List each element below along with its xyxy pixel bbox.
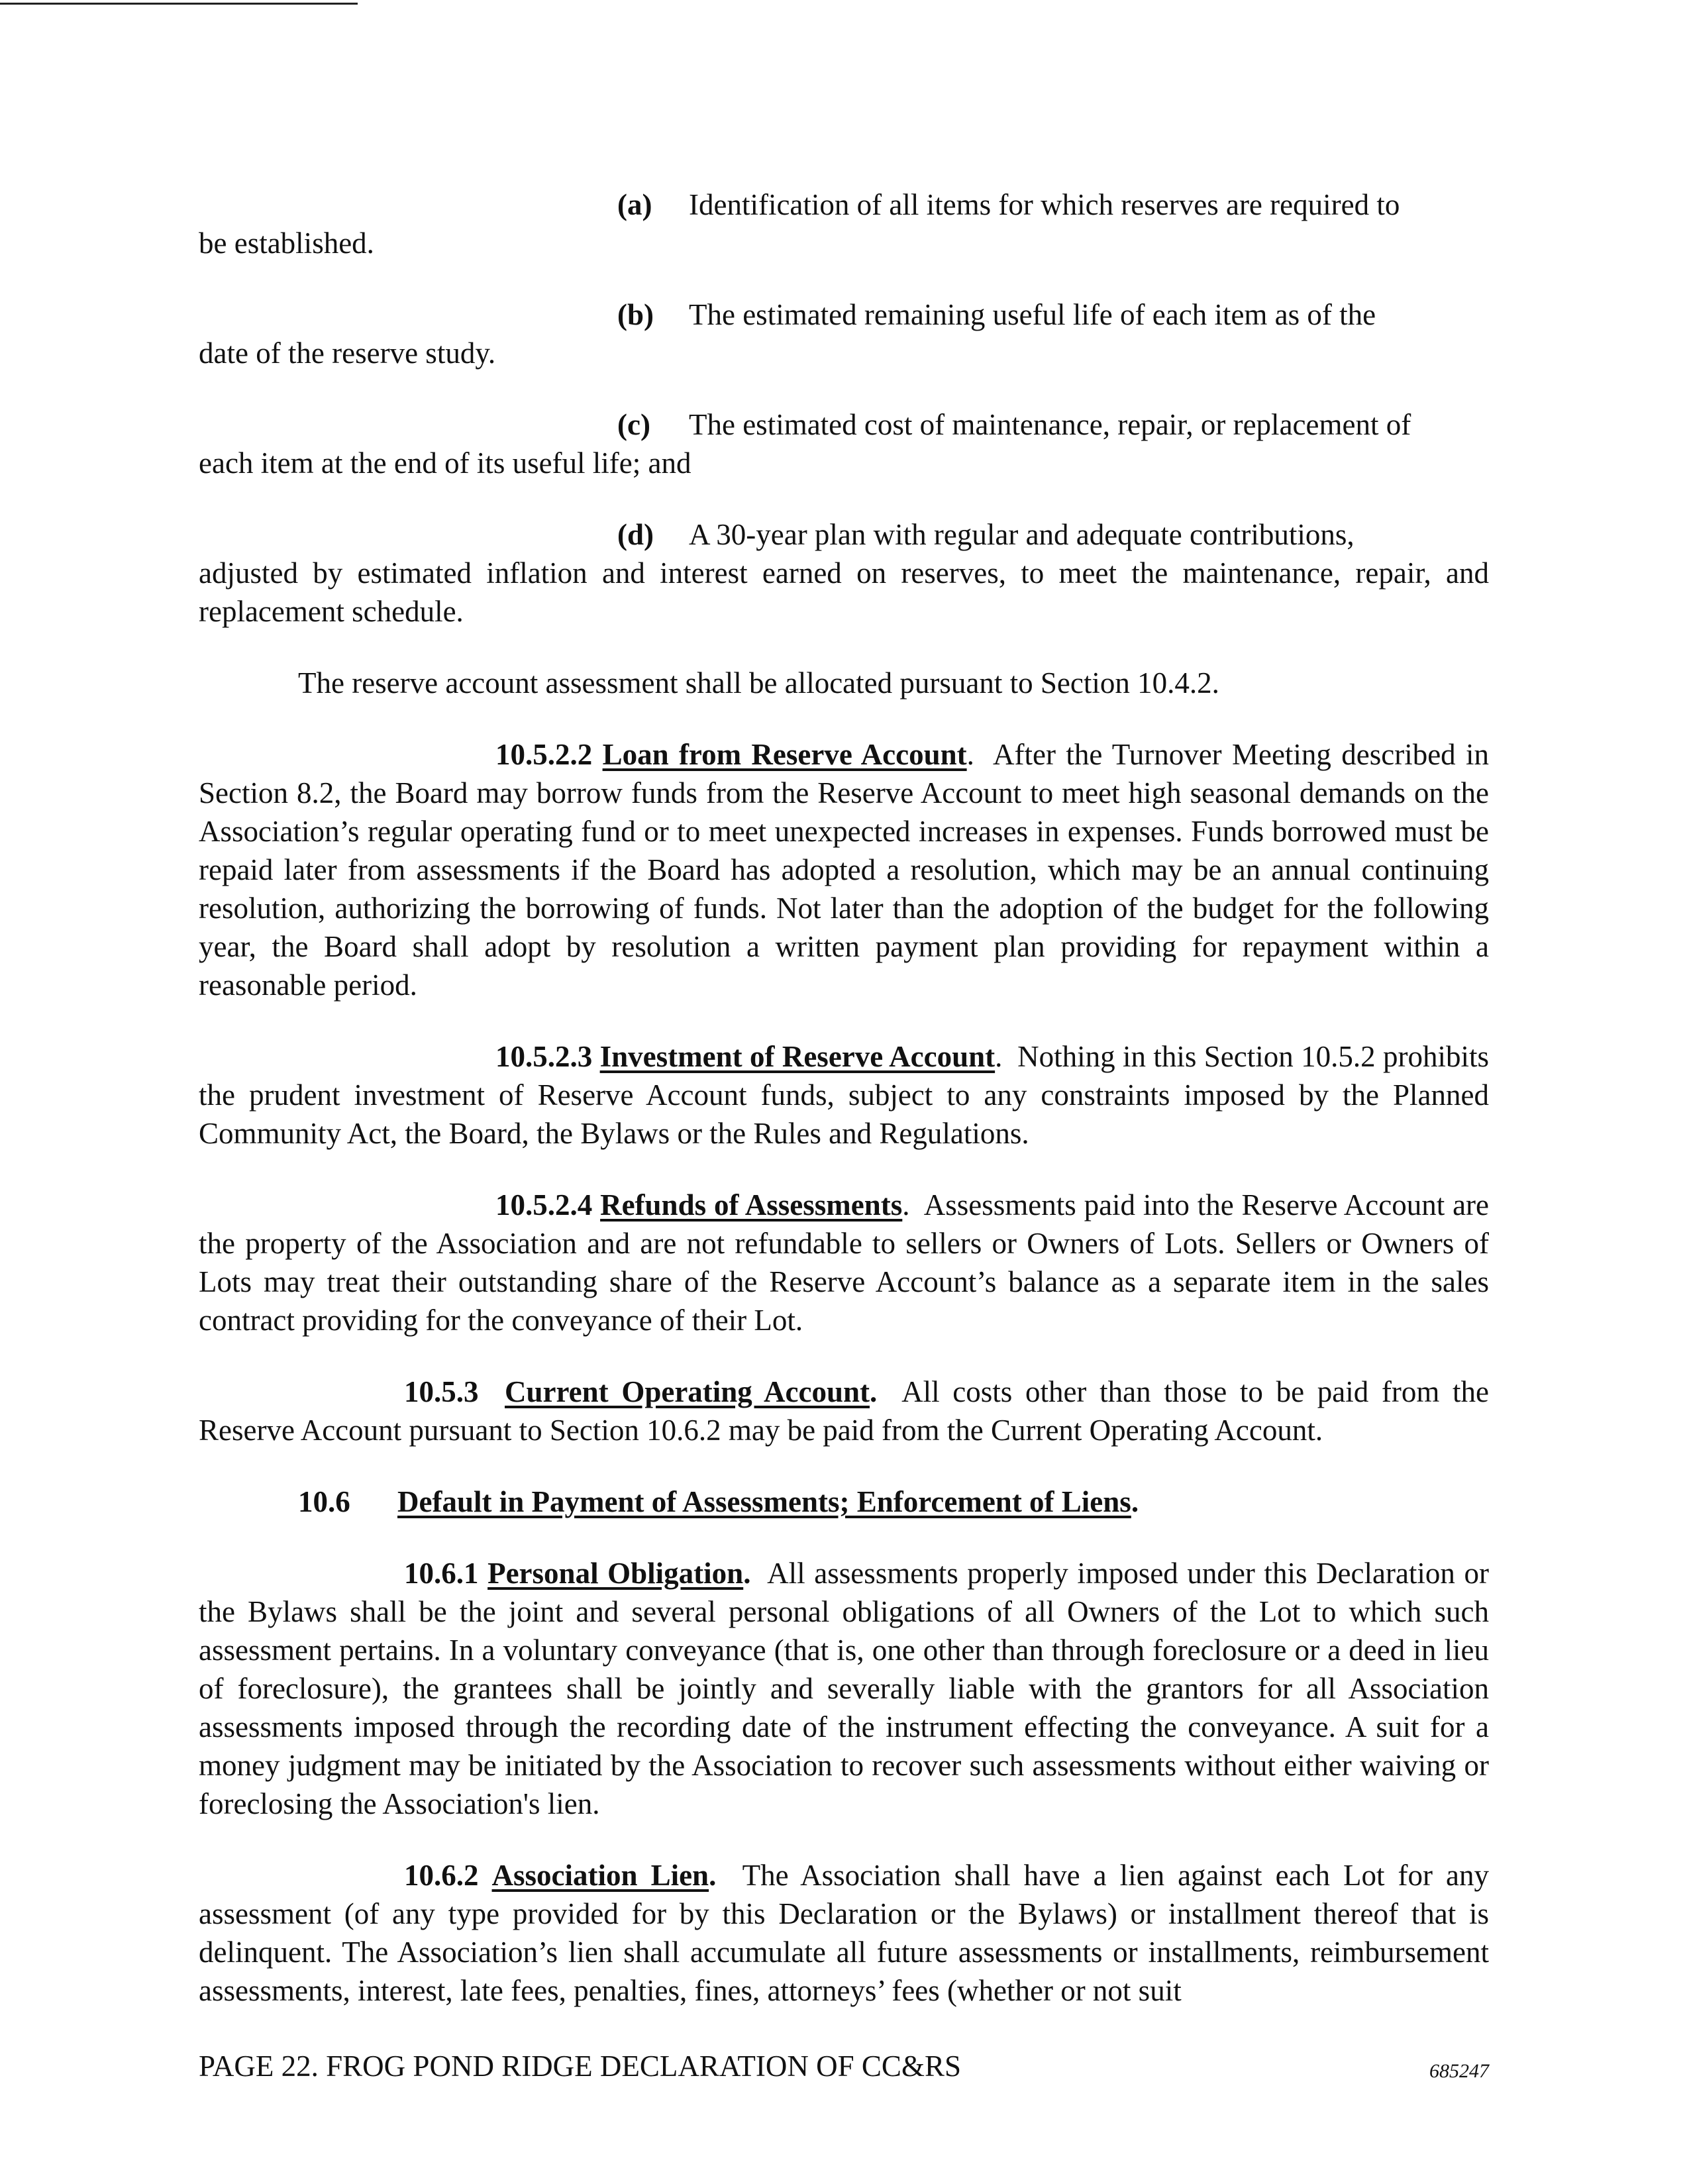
section-10-5-2-3: 10.5.2.3 Investment of Reserve Account. Nothing in this Section 10.5.2 prohibits the prudent investment of Reserve Account funds, subject to any constraints imposed by the Planned Community Act, the Board, the Bylaws or the Rules and Regulations. [199, 1040, 1489, 1150]
item-text: A 30-year plan with regular and adequate contributions, [689, 518, 1355, 551]
item-text: Identification of all items for which reserves are required to [689, 188, 1400, 221]
section-10-6-heading: 10.6 Default in Payment of Assessments; Enforcement of Liens. [199, 1482, 1489, 1521]
list-item-a-cont: be established. [199, 227, 374, 260]
item-label: (a) [617, 188, 652, 221]
list-item-a [199, 185, 1489, 224]
section-number: 10.5.2.2 [495, 738, 593, 771]
section-10-5-2-4: 10.5.2.4 Refunds of Assessments. Assessments paid into the Reserve Account are the property of the Association and are not refundable to sellers or Owners of Lots. Sellers or Owners of Lots may treat their outstanding share of the Reserve Account’s balance as a separate item in the sales contract providing for the conveyance of their Lot. [199, 1188, 1489, 1337]
section-body: After the Turnover Meeting described in Section 8.2, the Board may borrow funds from the Reserve Account to meet high seasonal demands on the Association’s regular operating fund or to meet unexpected increases in expenses. Funds borrowed must be repaid later from assessments if the Board has adopted a resolution, which may be an annual continuing resolution, authorizing the borrowing of funds. Not later than the adoption of the budget for the following year, the Board shall adopt by resolution a written payment plan providing for repayment within a reasonable period. [199, 738, 1490, 1002]
section-title: Refunds of Assessments [600, 1188, 903, 1222]
section-title: Personal Obligation [487, 1557, 744, 1590]
document-number: 685247 [1429, 2060, 1489, 2082]
section-10-5-3: 10.5.3 Current Operating Account. All costs other than those to be paid from the Reserve Account pursuant to Section 10.6.2 may be paid from the Current Operating Account. [199, 1373, 1489, 1449]
allocation-paragraph: The reserve account assessment shall be allocated pursuant to Section 10.4.2. [298, 666, 1219, 700]
section-title: Investment of Reserve Account [599, 1040, 996, 1073]
section-body: Assessments paid into the Reserve Account are the property of the Association and are not refundable to sellers or Owners of Lots. Sellers or Owners of Lots may treat their outstanding share of the Reserve Account’s balance as a separate item in the sales contract providing for the conveyance of their Lot. [199, 1188, 1489, 1337]
section-10-6-2: 10.6.2 Association Lien. The Association shall have a lien against each Lot for any assessment (of any type provided for by this Declaration or the Bylaws) or installment thereof that is delinquent. The Association’s lien shall accumulate all future assessments or installments, reimbursement assessments, interest, late fees, penalties, fines, attorneys’ fees (whether or not suit [199, 1859, 1490, 2007]
section-body: The Association shall have a lien against each Lot for any assessment (of any type provided for by this Declaration or the Bylaws) or installment thereof that is delinquent. The Association’s lien shall accumulate all future assessments or installments, reimbursement assessments, interest, late fees, penalties, fines, attorneys’ fees (whether or not suit [199, 1859, 1490, 2007]
section-title: Default in Payment of Assessments; Enforcement of Liens [397, 1485, 1131, 1518]
item-label: (c) [617, 408, 650, 441]
section-number: 10.6.1 [404, 1557, 479, 1590]
section-number: 10.5.3 [404, 1375, 479, 1408]
top-rule [0, 3, 358, 5]
section-10-6-1: 10.6.1 Personal Obligation. All assessments properly imposed under this Declaration or the Bylaws shall be the joint and several personal obligations of all Owners of the Lot to which such assessment pertains. In a voluntary conveyance (that is, one other than through foreclosure or a deed in lieu of foreclosure), the grantees shall be jointly and severally liable with the grantors for all Association assessments imposed through the recording date of the instrument effecting the conveyance. A suit for a money judgment may be initiated by the Association to recover such assessments without either waiving or foreclosing the Association's lien. [199, 1557, 1489, 1820]
item-label: (b) [617, 298, 654, 331]
section-10-5-2-2: 10.5.2.2 Loan from Reserve Account. After the Turnover Meeting described in Section 8.2, the Board may borrow funds from the Reserve Account to meet high seasonal demands on the Association’s regular operating fund or to meet unexpected increases in expenses. Funds borrowed must be repaid later from assessments if the Board has adopted a resolution, which may be an annual continuing resolution, authorizing the borrowing of funds. Not later than the adoption of the budget for the following year, the Board shall adopt by resolution a written payment plan providing for repayment within a reasonable period. [199, 738, 1490, 1002]
section-body: All costs other than those to be paid from the Reserve Account pursuant to Section 10.6.2 may be paid from the Current Operating Account. [199, 1375, 1489, 1447]
list-item-b-cont: date of the reserve study. [199, 337, 496, 370]
section-title: Loan from Reserve Account [602, 738, 967, 771]
list-item-b [199, 295, 1489, 334]
list-item-c [199, 405, 1489, 444]
section-number: 10.6 [298, 1485, 350, 1518]
section-number: 10.6.2 [404, 1859, 479, 1892]
section-body: All assessments properly imposed under this Declaration or the Bylaws shall be the joint and several personal obligations of all Owners of the Lot to which such assessment pertains. In a voluntary conveyance (that is, one other than through foreclosure or a deed in lieu of foreclosure), the grantees shall be jointly and severally liable with the grantors for all Association assessments imposed through the recording date of the instrument effecting the conveyance. A suit for a money judgment may be initiated by the Association to recover such assessments without either waiving or foreclosing the Association's lien. [199, 1557, 1489, 1820]
item-text: The estimated cost of maintenance, repair, or replacement of [689, 408, 1411, 441]
section-number: 10.5.2.4 [495, 1188, 593, 1222]
section-title: Association Lien [491, 1859, 709, 1892]
item-text: The estimated remaining useful life of each item as of the [689, 298, 1376, 331]
document-body [199, 185, 1489, 2010]
section-body: Nothing in this Section 10.5.2 prohibits the prudent investment of Reserve Account funds, subject to any constraints imposed by the Planned Community Act, the Board, the Bylaws or the Rules and Regulations. [199, 1040, 1489, 1150]
footer-title: PAGE 22. FROG POND RIDGE DECLARATION OF CC&RS [199, 2050, 961, 2083]
list-item-d-cont: adjusted by estimated inflation and interest earned on reserves, to meet the maintenance, repair, and replacement schedule. [199, 556, 1489, 628]
list-item-d [199, 515, 1489, 554]
list-item-c-cont: each item at the end of its useful life; and [199, 446, 691, 480]
item-label: (d) [617, 518, 654, 551]
section-number: 10.5.2.3 [495, 1040, 593, 1073]
section-title: Current Operating Account [505, 1375, 870, 1408]
